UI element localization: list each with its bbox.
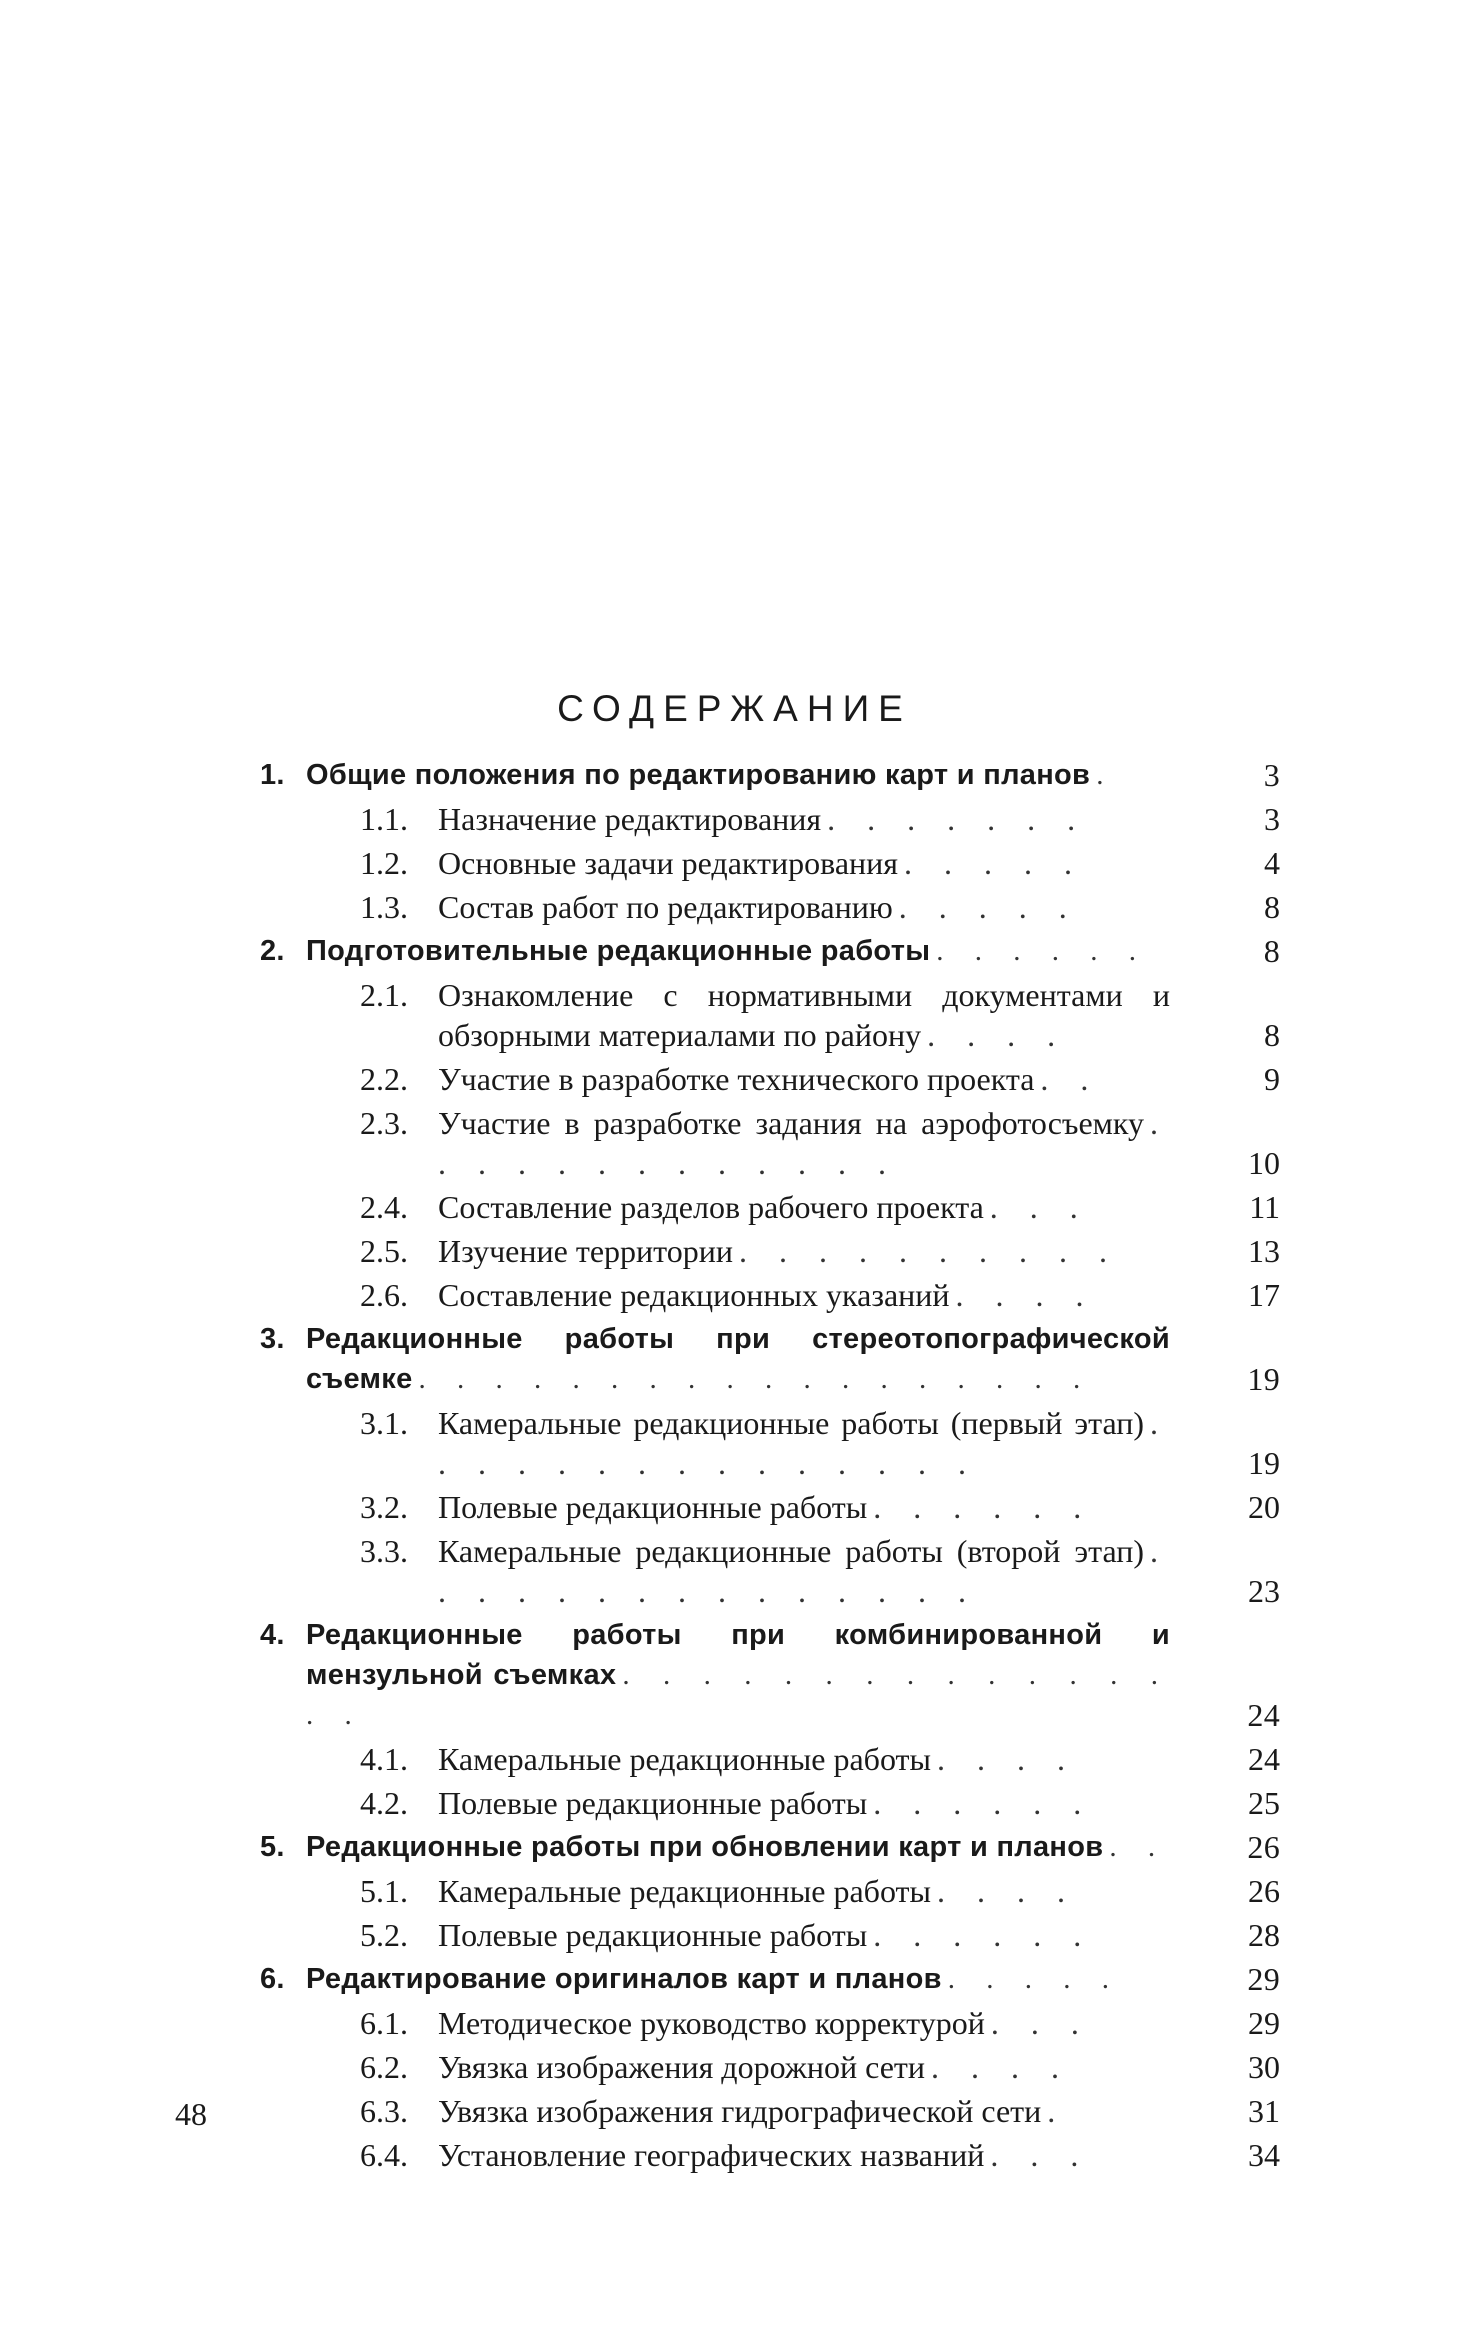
toc-chapter-entry bbox=[260, 1959, 1280, 1999]
toc-entry-body bbox=[438, 2047, 1170, 2087]
toc-entry-body bbox=[306, 1959, 1170, 1999]
toc-entry-number: 6.3. bbox=[360, 2093, 408, 2129]
toc-section-entry bbox=[260, 1739, 1280, 1779]
toc-entry-number: 5.2. bbox=[360, 1917, 408, 1953]
toc-section-entry bbox=[260, 1059, 1280, 1099]
toc-entry-number: 1.3. bbox=[360, 889, 408, 925]
toc-chapter-entry bbox=[260, 1827, 1280, 1867]
toc-section-entry bbox=[260, 2091, 1280, 2131]
toc-entry-body bbox=[306, 1319, 1170, 1399]
toc-entry-page: 19 bbox=[1247, 1361, 1280, 1397]
toc-section-entry bbox=[260, 1783, 1280, 1823]
toc-entry-body bbox=[438, 1531, 1170, 1611]
toc-entry-body bbox=[438, 2135, 1170, 2175]
toc-section-entry bbox=[260, 1231, 1280, 1271]
toc-section-entry bbox=[260, 2135, 1280, 2175]
toc-section-entry bbox=[260, 843, 1280, 883]
toc-section-entry bbox=[260, 1103, 1280, 1183]
page-title: СОДЕРЖАНИЕ bbox=[557, 688, 912, 729]
toc-entry-page: 26 bbox=[1247, 1829, 1280, 1865]
toc-leader-dots: . . . . . . . . . . . . . . . bbox=[438, 1405, 1170, 1481]
toc-entry-number: 2.2. bbox=[360, 1061, 408, 1097]
toc-leader-dots: . . . . . . . . . . . . . . . . . . bbox=[418, 1363, 1093, 1395]
toc-entry-title: Редакционные работы при обновлении карт и планов bbox=[306, 1831, 1109, 1863]
toc-leader-dots: . . . . . . . bbox=[827, 801, 1088, 837]
toc-entry-number: 2.3. bbox=[360, 1105, 408, 1141]
toc-entry-title: Участие в разработке задания на аэрофотосъемку bbox=[438, 1105, 1150, 1141]
toc-section-entry bbox=[260, 799, 1280, 839]
toc-entry-body bbox=[306, 1615, 1170, 1735]
toc-entry-body bbox=[306, 1827, 1170, 1867]
toc-entry-body bbox=[438, 1187, 1170, 1227]
toc-entry-page: 26 bbox=[1248, 1873, 1280, 1909]
toc-entry-number: 4.2. bbox=[360, 1785, 408, 1821]
toc-entry-page: 31 bbox=[1248, 2093, 1280, 2129]
toc-entry-body bbox=[438, 1783, 1170, 1823]
toc-entry-page: 10 bbox=[1248, 1145, 1280, 1181]
toc-entry-number: 3.3. bbox=[360, 1533, 408, 1569]
toc-entry-number: 5.1. bbox=[360, 1873, 408, 1909]
toc-entry-title: Участие в разработке технического проекта bbox=[438, 1061, 1040, 1097]
toc-entry-title: Состав работ по редактированию bbox=[438, 889, 899, 925]
toc-leader-dots: . . . . bbox=[937, 1741, 1078, 1777]
toc-entry-number: 5. bbox=[260, 1831, 285, 1863]
toc-section-entry bbox=[260, 1403, 1280, 1483]
toc-entry-number: 2. bbox=[260, 935, 285, 967]
toc-entry-title: Редакционные работы при стереотопографической съемке bbox=[306, 1323, 1170, 1395]
toc-leader-dots: . . . . bbox=[955, 1277, 1096, 1313]
toc-entry-title: Ознакомление с нормативными документами и обзорными материалами по району bbox=[438, 977, 1170, 1053]
toc-section-entry bbox=[260, 1871, 1280, 1911]
toc-entry-page: 17 bbox=[1248, 1277, 1280, 1313]
toc-entry-number: 2.1. bbox=[360, 977, 408, 1013]
toc-entry-page: 30 bbox=[1248, 2049, 1280, 2085]
toc-entry-body bbox=[438, 1231, 1170, 1271]
toc-entry-body bbox=[438, 1871, 1170, 1911]
toc-entry-number: 1. bbox=[260, 759, 285, 791]
toc-entry-page: 11 bbox=[1249, 1189, 1280, 1225]
toc-entry-body bbox=[438, 975, 1170, 1055]
toc-leader-dots: . . . . . . . . . . . . . . . . bbox=[306, 1659, 1170, 1731]
toc-chapter-entry bbox=[260, 1319, 1280, 1399]
toc-entry-page: 9 bbox=[1264, 1061, 1280, 1097]
toc-entry-title: Основные задачи редактирования bbox=[438, 845, 904, 881]
toc-entry-page: 23 bbox=[1248, 1573, 1280, 1609]
toc-leader-dots: . . . bbox=[989, 1189, 1090, 1225]
toc-entry-page: 13 bbox=[1248, 1233, 1280, 1269]
toc-entry-title: Составление редакционных указаний bbox=[438, 1277, 956, 1313]
toc-entry-title: Методическое руководство корректурой bbox=[438, 2005, 991, 2041]
toc-entry-body bbox=[438, 2091, 1170, 2131]
toc-entry-title: Камеральные редакционные работы bbox=[438, 1741, 937, 1777]
toc-entry-page: 24 bbox=[1248, 1741, 1280, 1777]
toc-entry-body bbox=[438, 799, 1170, 839]
toc-entry-title: Увязка изображения гидрографической сети bbox=[438, 2093, 1047, 2129]
toc-entry-title: Общие положения по редактированию карт и планов bbox=[306, 759, 1096, 791]
toc-entry-number: 6. bbox=[260, 1963, 285, 1995]
toc-entry-title: Редакционные работы при комбинированной и мензульной съемках bbox=[306, 1619, 1170, 1691]
toc-entry-page: 28 bbox=[1248, 1917, 1280, 1953]
toc-entry-body bbox=[438, 843, 1170, 883]
toc-entry-title: Подготовительные редакционные работы bbox=[306, 935, 936, 967]
toc-leader-dots: . . . bbox=[990, 2005, 1091, 2041]
toc-entry-number: 4. bbox=[260, 1619, 285, 1651]
toc-entry-number: 6.4. bbox=[360, 2137, 408, 2173]
toc-entry-page: 29 bbox=[1247, 1961, 1280, 1997]
page-number: 48 bbox=[175, 2096, 207, 2132]
toc-entry-title: Редактирование оригиналов карт и планов bbox=[306, 1963, 948, 1995]
toc-entry-body bbox=[306, 931, 1170, 971]
toc-entry-number: 2.5. bbox=[360, 1233, 408, 1269]
toc-entry-number: 3.2. bbox=[360, 1489, 408, 1525]
toc-entry-number: 2.6. bbox=[360, 1277, 408, 1313]
toc-leader-dots: . . . . bbox=[937, 1873, 1078, 1909]
toc-leader-dots: . . . . bbox=[927, 1017, 1068, 1053]
toc-chapter-entry bbox=[260, 755, 1280, 795]
toc-entry-title: Камеральные редакционные работы (второй этап) bbox=[438, 1533, 1150, 1569]
toc-section-entry bbox=[260, 1487, 1280, 1527]
toc-leader-dots: . bbox=[1096, 759, 1116, 791]
toc-entry-number: 3. bbox=[260, 1323, 285, 1355]
toc-section-entry bbox=[260, 2003, 1280, 2043]
toc-leader-dots: . . . bbox=[990, 2137, 1091, 2173]
toc-entry-number: 4.1. bbox=[360, 1741, 408, 1777]
toc-leader-dots: . . . . . . bbox=[873, 1917, 1094, 1953]
toc-entry-title: Полевые редакционные работы bbox=[438, 1489, 873, 1525]
toc-entry-body bbox=[438, 1275, 1170, 1315]
toc-entry-title: Полевые редакционные работы bbox=[438, 1917, 873, 1953]
toc-entry-page: 24 bbox=[1247, 1697, 1280, 1733]
toc-entry-body bbox=[438, 1739, 1170, 1779]
toc-section-entry bbox=[260, 1915, 1280, 1955]
toc-entry-page: 3 bbox=[1264, 801, 1280, 837]
toc-leader-dots: . . . . bbox=[931, 2049, 1072, 2085]
toc-leader-dots: . . . . . . bbox=[873, 1785, 1094, 1821]
toc-entry-title: Увязка изображения дорожной сети bbox=[438, 2049, 931, 2085]
toc-section-entry bbox=[260, 1275, 1280, 1315]
toc-leader-dots: . bbox=[1047, 2093, 1068, 2129]
toc-entry-page: 29 bbox=[1248, 2005, 1280, 2041]
toc-leader-dots: . . bbox=[1040, 1061, 1101, 1097]
toc-leader-dots: . . . . . bbox=[947, 1963, 1122, 1995]
toc-leader-dots: . . . . . bbox=[904, 845, 1084, 881]
toc-entry-number: 6.1. bbox=[360, 2005, 408, 2041]
toc-entry-body bbox=[438, 2003, 1170, 2043]
toc-entry-body bbox=[438, 887, 1170, 927]
toc-section-entry bbox=[260, 887, 1280, 927]
toc-entry-page: 3 bbox=[1263, 757, 1280, 793]
toc-leader-dots: . . . . . . . . . . . . . . . bbox=[438, 1533, 1170, 1609]
toc-entry-page: 8 bbox=[1264, 889, 1280, 925]
toc-entry-body bbox=[438, 1487, 1170, 1527]
toc-entry-body bbox=[438, 1915, 1170, 1955]
toc-entry-page: 8 bbox=[1264, 1017, 1280, 1053]
toc-entry-title: Составление разделов рабочего проекта bbox=[438, 1189, 990, 1225]
toc-chapter-entry bbox=[260, 931, 1280, 971]
toc-entry-number: 2.4. bbox=[360, 1189, 408, 1225]
toc-entry-page: 4 bbox=[1264, 845, 1280, 881]
toc-section-entry bbox=[260, 1531, 1280, 1611]
toc-entry-body bbox=[438, 1059, 1170, 1099]
toc-section-entry bbox=[260, 2047, 1280, 2087]
toc-entry-body bbox=[438, 1403, 1170, 1483]
toc-entry-number: 1.1. bbox=[360, 801, 408, 837]
toc-entry-body bbox=[438, 1103, 1170, 1183]
table-of-contents bbox=[260, 755, 1280, 2179]
toc-entry-page: 20 bbox=[1248, 1489, 1280, 1525]
toc-leader-dots: . . . . . bbox=[898, 889, 1079, 925]
toc-entry-number: 1.2. bbox=[360, 845, 408, 881]
toc-entry-title: Полевые редакционные работы bbox=[438, 1785, 873, 1821]
toc-entry-title: Назначение редактирования bbox=[438, 801, 827, 837]
toc-leader-dots: . . . . . . . . . . . . . bbox=[438, 1105, 1170, 1181]
toc-leader-dots: . . . . . . bbox=[873, 1489, 1094, 1525]
toc-leader-dots: . . . . . . . . . . bbox=[738, 1233, 1119, 1269]
toc-entry-title: Камеральные редакционные работы (первый этап) bbox=[438, 1405, 1150, 1441]
toc-entry-title: Камеральные редакционные работы bbox=[438, 1873, 937, 1909]
toc-leader-dots: . . . . . . bbox=[936, 935, 1149, 967]
toc-entry-page: 19 bbox=[1248, 1445, 1280, 1481]
toc-leader-dots: . . bbox=[1109, 1831, 1168, 1863]
toc-entry-page: 25 bbox=[1248, 1785, 1280, 1821]
toc-entry-body bbox=[306, 755, 1170, 795]
toc-entry-page: 8 bbox=[1263, 933, 1280, 969]
toc-entry-number: 6.2. bbox=[360, 2049, 408, 2085]
toc-entry-number: 3.1. bbox=[360, 1405, 408, 1441]
toc-entry-title: Изучение территории bbox=[438, 1233, 739, 1269]
toc-section-entry bbox=[260, 975, 1280, 1055]
toc-chapter-entry bbox=[260, 1615, 1280, 1735]
toc-section-entry bbox=[260, 1187, 1280, 1227]
toc-entry-page: 34 bbox=[1248, 2137, 1280, 2173]
toc-entry-title: Установление географических названий bbox=[438, 2137, 990, 2173]
